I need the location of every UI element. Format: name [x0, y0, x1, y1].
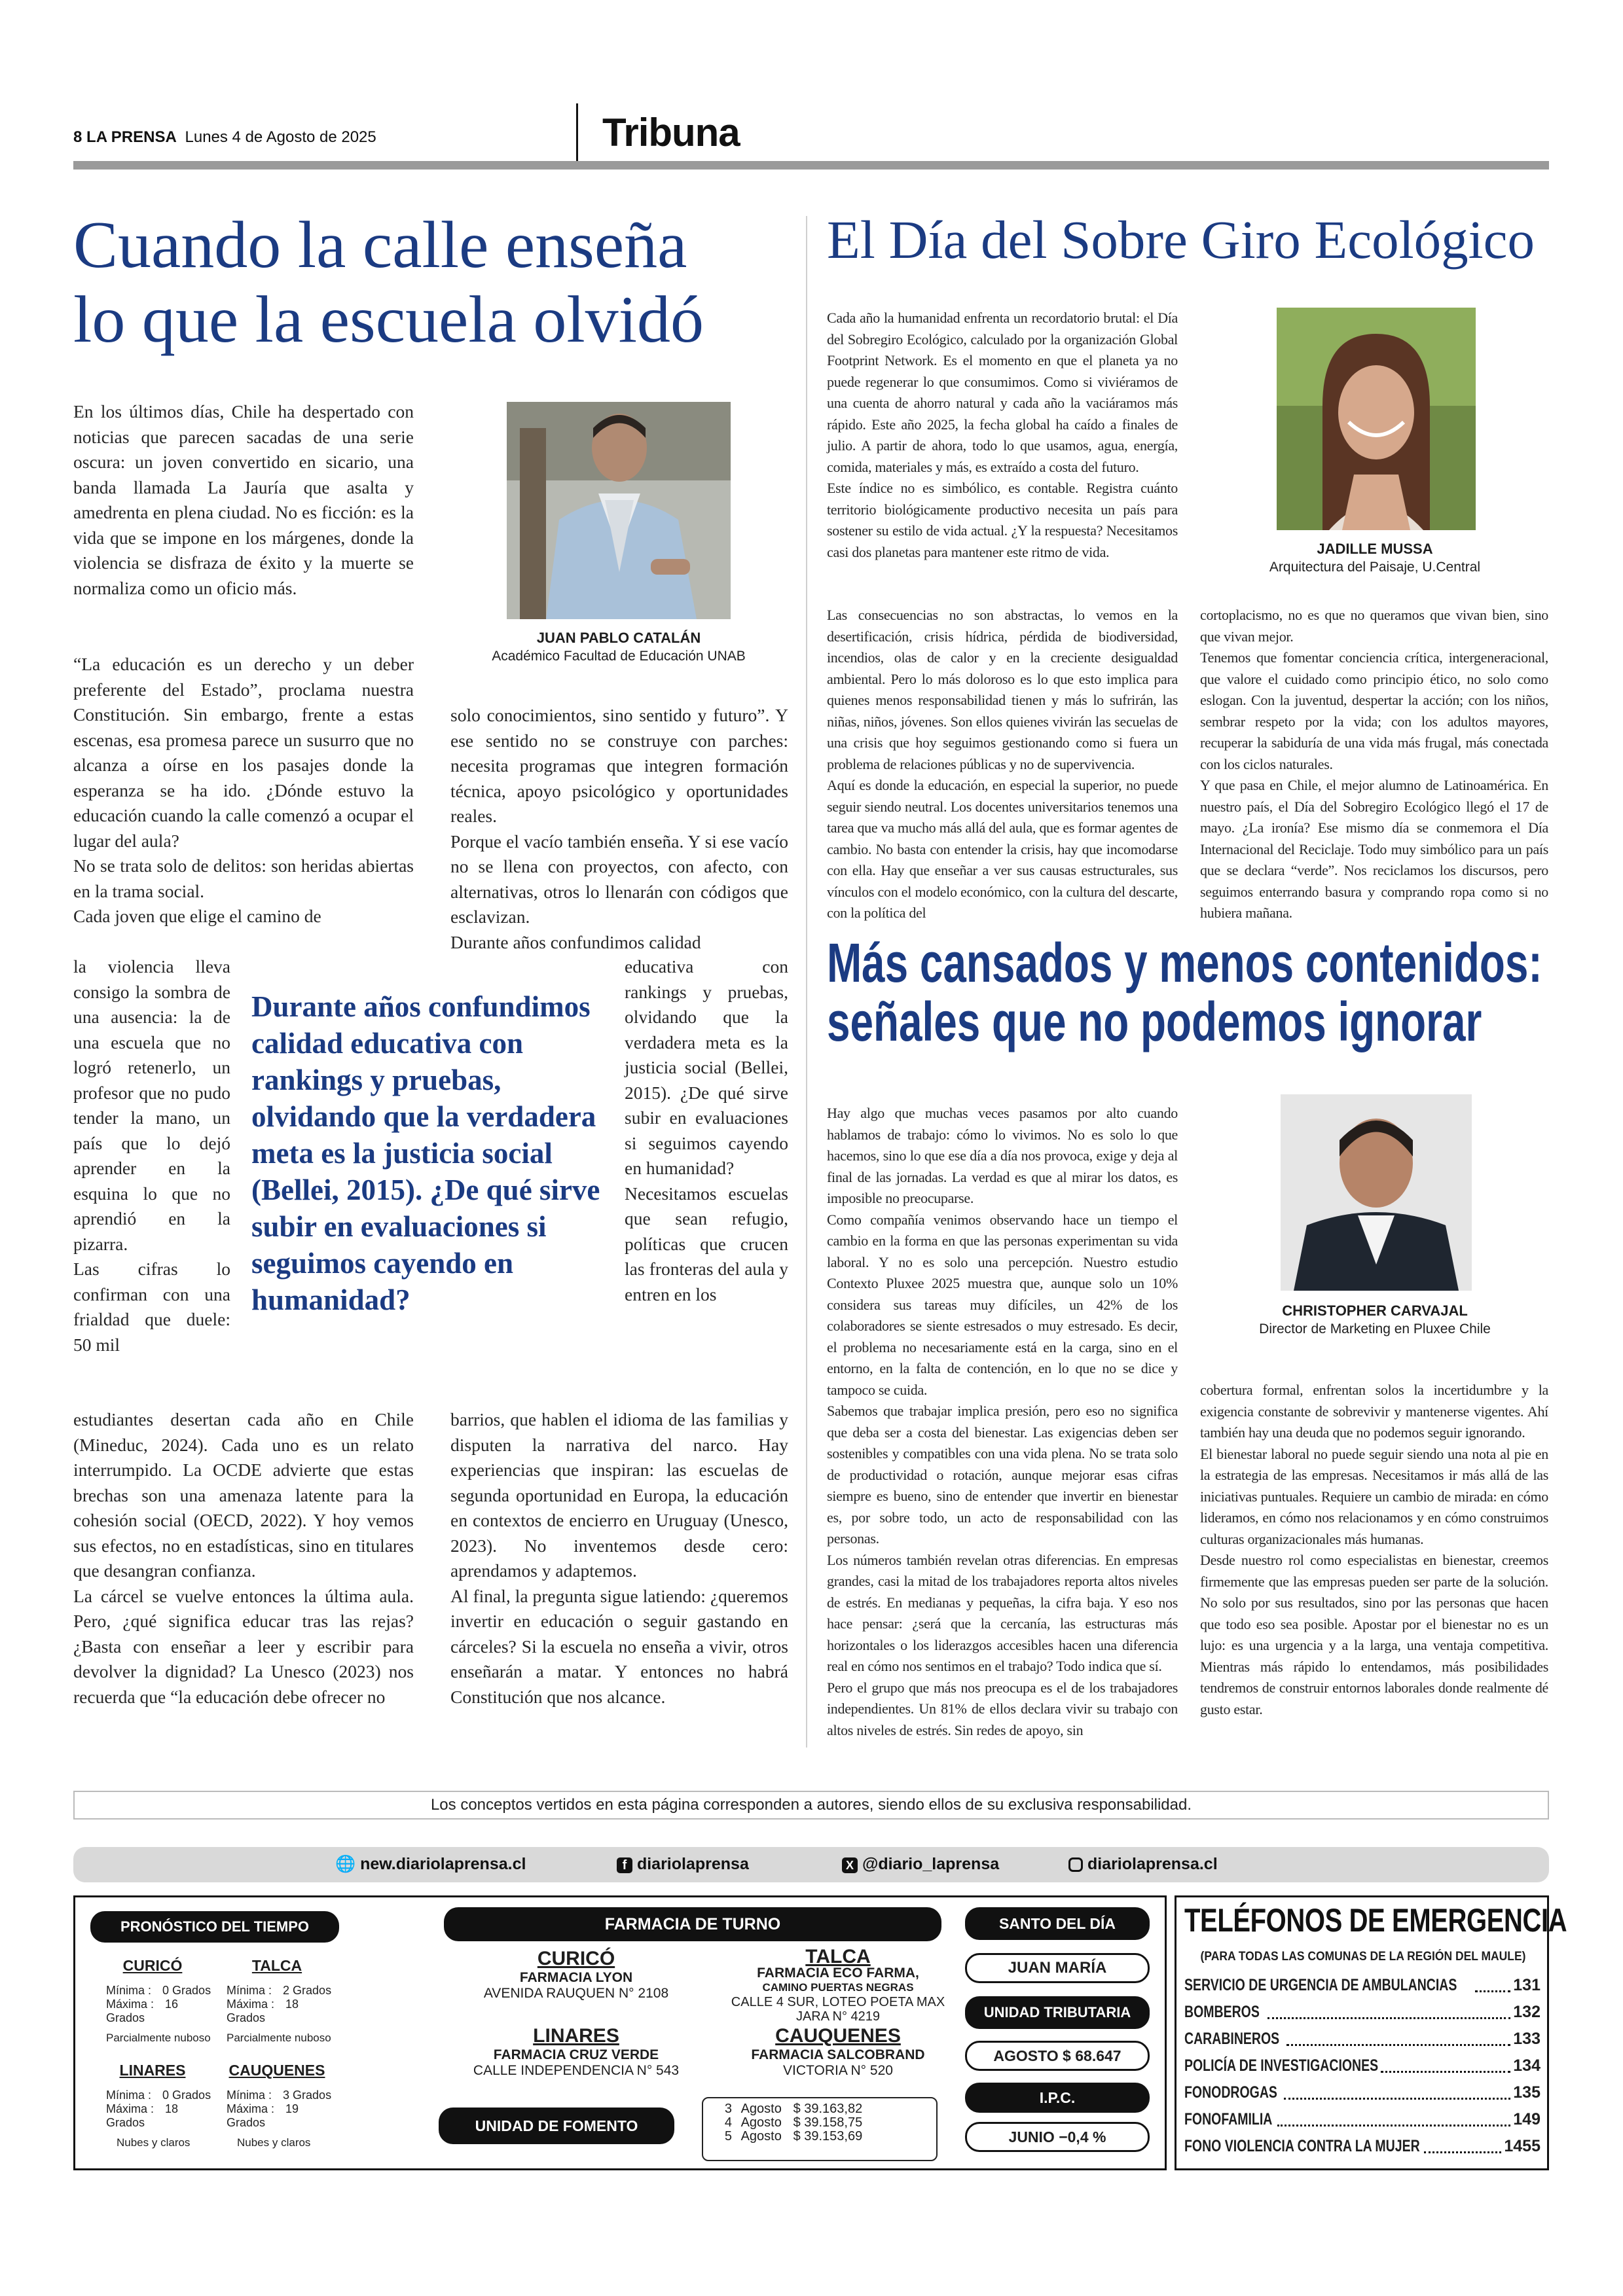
city-name: LINARES	[119, 2062, 186, 2079]
article1-title-line2: lo que la escuela olvidó	[73, 283, 704, 357]
paragraph: Porque el vacío también enseña. Y si ese vacío no se llena con proyectos, con afecto, con alternativas, otros lo llenarán con códigos que esclavizan.	[450, 831, 788, 927]
paragraph: El bienestar laboral no puede seguir siendo una nota al pie en la estrategia de las empresas. Necesitamos ir más allá de las iniciativas puntuales. Requiere un cambio de mirada: en cómo lideramos, en cómo nos relacionamos y en cómo construimos culturas organizacionales más humanas.	[1200, 1445, 1548, 1547]
pharmacy-address3: JARA N° 4219	[795, 2009, 881, 2024]
article2-col1-top	[827, 308, 1178, 563]
pull-quote-text: Durante años confundimos calidad educativa con rankings y pruebas, olvidando que la verdadera meta es la justicia social (Bellei, 2015). ¿De qué sirve subir en evaluaciones si seguimos cayendo en humanidad?	[251, 990, 600, 1316]
social-instagram[interactable]	[1068, 1855, 1218, 1874]
article1-col1-narrow	[73, 954, 230, 1357]
header-rule	[73, 161, 1549, 170]
emergency-number[interactable]: 133	[1513, 2030, 1541, 2048]
weather-cauquenes	[215, 2062, 339, 2149]
emergency-label: FONO VIOLENCIA CONTRA LA MUJER	[1184, 2137, 1420, 2155]
fomento-label: UNIDAD DE FOMENTO	[439, 2108, 674, 2144]
pull-quote	[251, 988, 605, 1318]
fomento-month: Agosto	[740, 2129, 782, 2144]
paragraph: Cada año la humanidad enfrenta un recordatorio brutal: el Día del Sobregiro Ecológico, calculado por la organización Global Footprint Network. Es el momento en que el planeta ya no puede regenerar lo que consumimos. Como si viviéramos de una cuenta de ahorro natural y cada año la vaciáramos más rápido. Este año 2025, la fecha global ha caído a finales de julio. A partir de ahora, todo lo que usamos, agua, energía, comida, materiales y más, es extraído a costa del futuro.	[827, 310, 1178, 475]
article2-title: El Día del Sobre Giro Ecológico	[827, 209, 1535, 270]
web-icon: 🌐	[335, 1855, 356, 1873]
instagram-icon	[1068, 1857, 1083, 1872]
social-web[interactable]	[335, 1855, 526, 1874]
fomento-day: 3	[724, 2102, 732, 2116]
social-instagram-text: diariolaprensa.cl	[1087, 1855, 1218, 1873]
article3-title-line1: Más cansados y menos contenidos:	[827, 932, 1542, 994]
pharmacy-name: FARMACIA ECO FARMA,	[757, 1965, 919, 1981]
emergency-title: TELÉFONOS DE EMERGENCIA	[1184, 1902, 1567, 1939]
city-name: CAUQUENES	[228, 2062, 325, 2079]
article2-col1-bottom	[827, 605, 1178, 924]
max-value: 18 Grados	[106, 2102, 179, 2129]
article3-title	[827, 933, 1554, 1051]
weather-max	[90, 2102, 215, 2130]
paragraph: Como compañía venimos observando hace un tiempo el cambio en la forma en que las personas experimentan su vida laboral. Y no es solo una percepción. Nuestro estudio Contexto Pluxee 2025 muestra que, aunque solo un 10% considera sus tareas muy difíciles, un 42% de los colaboradores se siente estresados o muy estresado. Es decir, el problema no necesariamente está en la carga, sino en el entorno, en la falta de contención, en lo que no se dice y tampoco se cuida.	[827, 1211, 1178, 1398]
pharmacy-city: TALCA	[805, 1946, 871, 1967]
column-divider	[806, 216, 807, 1748]
fomento-table	[702, 2097, 938, 2161]
utm-value: AGOSTO $ 68.647	[965, 2041, 1150, 2071]
weather-max	[90, 1998, 215, 2025]
article1-col1-mid	[73, 652, 414, 929]
author-photo-juan-pablo	[507, 402, 731, 619]
author-role-juan-pablo: Académico Facultad de Educación UNAB	[492, 649, 746, 664]
article3-title-line2: señales que no podemos ignorar	[827, 991, 1482, 1052]
utm-label: UNIDAD TRIBUTARIA	[965, 1996, 1150, 2029]
weather-condition: Nubes y claros	[117, 2136, 191, 2149]
paragraph: Aquí es donde la educación, en especial la superior, no puede seguir siendo neutral. Los docentes universitarios tenemos una tarea que va mucho más allá del aula, que es formar agentes de cambio. No basta con entender la crisis, hay que incomodarse con ella. Hay que enseñar a ver sus causas estructurales, sus vínculos con el modelo económico, con la cultura del descarte, con la política del	[827, 777, 1178, 921]
paragraph: Hay algo que muchas veces pasamos por alto cuando hablamos de trabajo: cómo lo vivimos. No es solo lo que hacemos, sino lo que ese día a día nos provoca, exige y deja al final de las jornadas. La verdad es que al mirar los datos, es imposible no preocuparse.	[827, 1105, 1178, 1206]
leader-dots	[1286, 2026, 1510, 2046]
paragraph: Necesitamos escuelas que sean refugio, políticas que crucen las fronteras del aula y entren en los	[625, 1183, 788, 1304]
ipc-label: I.P.C.	[965, 2083, 1150, 2113]
paragraph: Las consecuencias no son abstractas, lo vemos en la desertificación, crisis hídrica, pérdida de biodiversidad, incendios, olas de calor y en la creciente desigualdad ambiental. Pero lo más doloroso es lo que esto implica para quienes menos responsabilidad tienen y más lo sufrirán, las niñas, niños, jóvenes. Son ellos quienes vivirán las secuelas de una crisis que hoy seguimos gestionando como si fuera un problema de relaciones públicas y no de supervivencia.	[827, 607, 1178, 772]
article3-col2	[1200, 1380, 1548, 1720]
emergency-item	[1184, 1999, 1541, 2026]
paragraph: Y que pasa en Chile, el mejor alumno de Latinoamérica. En nuestro país, el Día del Sobregiro Ecológico llegó el 17 de mayo. ¿La ironía? Ese mismo día se conmemora el Día Internacional del Reciclaje. Todo muy simbólico para un país que se declara “verde”. Nos reciclamos los discursos, pero seguimos enterrando basura y comprando ropa como si no hubiera mañana.	[1200, 777, 1548, 921]
pharmacy-curico	[445, 1948, 707, 2001]
emergency-label: CARABINEROS	[1184, 2030, 1280, 2048]
weather-min	[215, 2089, 339, 2102]
weather-curico	[90, 1957, 215, 2045]
emergency-item	[1184, 2133, 1541, 2160]
pharmacy-name: FARMACIA SALCOBRAND	[751, 2047, 925, 2062]
emergency-item	[1184, 1972, 1541, 1999]
paragraph: Al final, la pregunta sigue latiendo: ¿queremos invertir en educación o seguir gastando en cárceles? Si la escuela no enseña a vivir, otros enseñarán a matar. Y entonces no habrá Constitución que nos alcance.	[450, 1585, 788, 1707]
pharmacy-city: CAUQUENES	[775, 2025, 901, 2047]
paragraph: barrios, que hablen el idioma de las familias y disputen la narrativa del narco. Hay experiencias que inspiran: las escuelas de segunda oportunidad en Europa, la educación en contextos de encierro en Uruguay (Unesco, 2023). No inventemos desde cero: aprendamos y adaptemos.	[450, 1409, 788, 1581]
max-label: Máxima :	[106, 1998, 155, 2011]
paragraph: Pero el grupo que más nos preocupa es el de los trabajadores independientes. Un 81% de ellos declara vivir su trabajo con altos niveles de estrés. Sin redes de apoyo, sin	[827, 1679, 1178, 1738]
pharmacy-linares	[445, 2025, 707, 2079]
article1-col2-bottom	[450, 1407, 788, 1710]
city-name: TALCA	[251, 1957, 302, 1974]
fomento-day: 4	[724, 2115, 732, 2130]
weather-condition: Parcialmente nuboso	[227, 2032, 331, 2044]
paragraph: Durante años confundimos calidad	[450, 931, 701, 952]
weather-panel	[90, 1950, 339, 2160]
emergency-number[interactable]: 134	[1513, 2056, 1541, 2075]
saint-value: JUAN MARÍA	[965, 1953, 1150, 1983]
paragraph: educativa con rankings y pruebas, olvidando que la verdadera meta es la justicia social (Bellei, 2015). ¿De qué sirve subir en evaluaciones si seguimos cayendo en humanidad?	[625, 956, 788, 1178]
leader-dots	[1284, 2079, 1510, 2100]
emergency-label: SERVICIO DE URGENCIA DE AMBULANCIAS	[1184, 1976, 1457, 1994]
paragraph: Las cifras lo confirman con una frialdad que duele: 50 mil	[73, 1259, 230, 1355]
pharmacy-address: AVENIDA RAUQUEN N° 2108	[483, 1986, 669, 2001]
article2-col2	[1200, 605, 1548, 924]
article1-title-line1: Cuando la calle enseña	[73, 208, 687, 282]
emergency-item	[1184, 2053, 1541, 2079]
paragraph: cortoplacismo, no es que no queramos que vivan bien, sino que vivan mejor.	[1200, 607, 1548, 645]
header-divider	[576, 103, 578, 166]
fomento-day: 5	[724, 2129, 732, 2144]
min-label: Mínima :	[106, 2089, 152, 2102]
min-value: 3 Grados	[283, 2089, 332, 2102]
paragraph: La cárcel se vuelve entonces la última aula. Pero, ¿qué significa educar tras las rejas? ¿Basta con enseñar a leer y escribir para devolver la dignidad? La Unesco (2023) nos recuerda que “la educación debe ofrecer no	[73, 1585, 414, 1707]
weather-title: PRONÓSTICO DEL TIEMPO	[90, 1911, 339, 1943]
city-name: CURICÓ	[122, 1957, 183, 1974]
pharmacy-name: FARMACIA CRUZ VERDE	[493, 2047, 659, 2062]
paragraph: la violencia lleva consigo la sombra de una ausencia: la de una escuela que no logró retenerlo, un profesor que no pudo tender la mano, un país que lo dejó aprender en la esquina lo que no aprendió en la pizarra.	[73, 956, 230, 1254]
paragraph: En los últimos días, Chile ha despertado con noticias que parecen sacadas de una serie oscura: un joven convertido en sicario, una banda llamada La Jauría que asalta y amedrenta en plena ciudad. No es ficción: es la vida que se impone en los márgenes, donde la violencia se disfraza de éxito y la muerte se normaliza como un oficio más.	[73, 401, 414, 598]
fomento-value: $ 39.153,69	[793, 2129, 863, 2144]
leader-dots	[1277, 2106, 1510, 2126]
disclaimer-box	[73, 1791, 1549, 1820]
saint-label: SANTO DEL DÍA	[965, 1907, 1150, 1940]
weather-min	[215, 1984, 339, 1998]
weather-max	[215, 2102, 339, 2130]
fomento-value: $ 39.163,82	[793, 2102, 863, 2116]
min-value: 2 Grados	[283, 1984, 332, 1997]
weather-min	[90, 2089, 215, 2102]
article1-col1-top	[73, 399, 414, 601]
leader-dots	[1267, 1999, 1510, 2019]
page-header	[73, 128, 376, 147]
fomento-row	[716, 2116, 923, 2130]
social-facebook-text: diariolaprensa	[636, 1855, 749, 1873]
min-label: Mínima :	[227, 2089, 272, 2102]
emergency-number[interactable]: 132	[1513, 2003, 1541, 2021]
paragraph: solo conocimientos, sino sentido y futuro”. Y ese sentido no se construye con parches: necesita programas que integren formación técnica, apoyo psicológico y oportunidades reales.	[450, 705, 788, 826]
social-web-text: new.diariolaprensa.cl	[360, 1855, 526, 1873]
leader-dots	[1475, 1972, 1510, 1992]
paragraph: Tenemos que fomentar conciencia crítica, intergeneracional, que valore el cuidado como principio ético, no solo como eslogan. Con la juventud, despertar la acción; con los niños, sembrar respeto por la vida; con los adultos mayores, recuperar la sabiduría de una vida más frugal, más conectada con los ciclos naturales.	[1200, 649, 1548, 772]
emergency-label: BOMBEROS	[1184, 2003, 1260, 2021]
disclaimer-text: Los conceptos vertidos en esta página corresponden a autores, siendo ellos de su exclusiva responsabilidad.	[430, 1796, 1192, 1814]
min-value: 0 Grados	[162, 2089, 211, 2102]
fomento-value: $ 39.158,75	[793, 2115, 863, 2130]
pharmacy-city: CURICÓ	[537, 1948, 615, 1969]
max-value: 19 Grados	[227, 2102, 299, 2129]
emergency-number[interactable]: 149	[1513, 2110, 1541, 2128]
weather-max	[215, 1998, 339, 2025]
article3-col1	[827, 1103, 1178, 1741]
ipc-value: JUNIO −0,4 %	[965, 2122, 1150, 2152]
article1-col1-bottom	[73, 1407, 414, 1710]
author-name-christopher: CHRISTOPHER CARVAJAL	[1282, 1302, 1468, 1319]
emergency-label: FONODROGAS	[1184, 2083, 1277, 2102]
social-facebook[interactable]	[617, 1855, 749, 1874]
emergency-subtitle: (PARA TODAS LAS COMUNAS DE LA REGIÓN DEL MAULE)	[1200, 1950, 1526, 1964]
leader-dots	[1424, 2133, 1501, 2153]
max-label: Máxima :	[106, 2102, 155, 2115]
paragraph: cobertura formal, enfrentan solos la incertidumbre y la exigencia constante de sobrevivir y mantenerse vigentes. Ahí también hay una deuda que no podemos seguir ignorando.	[1200, 1382, 1548, 1441]
emergency-list	[1184, 1972, 1541, 2160]
emergency-number[interactable]: 135	[1513, 2083, 1541, 2102]
issue-date: Lunes 4 de Agosto de 2025	[185, 128, 376, 146]
author-name-juan-pablo: JUAN PABLO CATALÁN	[536, 630, 701, 646]
max-value: 18 Grados	[227, 1998, 299, 2024]
author-name-jadille: JADILLE MUSSA	[1317, 541, 1433, 557]
min-label: Mínima :	[106, 1984, 152, 1997]
facebook-icon: f	[617, 1857, 632, 1873]
pharmacy-address2: CALLE 4 SUR, LOTEO POETA MAX	[731, 1995, 945, 2009]
leader-dots	[1381, 2053, 1511, 2073]
pharmacy-name: FARMACIA LYON	[519, 1970, 633, 1985]
paragraph: Sabemos que trabajar implica presión, pero eso no significa que deba ser a costa del bienestar. Las exigencias deben ser sostenibles y compatibles con una vida plena. No se trata solo de productividad o rotación, aunque mejorar esas cifras siempre es bueno, sino de entender que invertir en bienestar es, por sobre todo, un acto de responsabilidad con las personas.	[827, 1403, 1178, 1547]
paragraph: estudiantes desertan cada año en Chile (Mineduc, 2024). Cada uno es un relato interrumpido. La OCDE advierte que estas brechas son una amenaza latente para la cohesión social (OECD, 2022). Y hoy vemos sus efectos, no en estadísticas, sino en titulares que desangran confianza.	[73, 1409, 414, 1581]
author-role-jadille: Arquitectura del Paisaje, U.Central	[1269, 560, 1481, 575]
article1-col2-narrow	[625, 954, 788, 1307]
author-photo-jadille	[1277, 308, 1476, 530]
min-value: 0 Grados	[162, 1984, 211, 1997]
pharmacy-address: CALLE INDEPENDENCIA N° 543	[473, 2063, 680, 2078]
paragraph: No se trata solo de delitos: son heridas abiertas en la trama social.	[73, 855, 414, 901]
article1-title	[73, 208, 826, 357]
pharmacy-cauquenes	[720, 2025, 956, 2079]
pharmacy-city: LINARES	[533, 2025, 619, 2047]
emergency-box	[1175, 1895, 1567, 2170]
social-x[interactable]	[842, 1855, 999, 1874]
fomento-month: Agosto	[740, 2115, 782, 2130]
social-bar	[73, 1847, 1549, 1882]
section-name: Tribuna	[602, 111, 740, 154]
emergency-label: FONOFAMILIA	[1184, 2110, 1273, 2128]
paragraph: Los números también revelan otras diferencias. En empresas grandes, casi la mitad de los trabajadores reporta altos niveles de estrés. En medianas y pequeñas, la cifra baja. Y eso nos hace pensar: ¿será que la cercanía, las estructuras más horizontales o los liderazgos accesibles hacen una diferencia real en cómo nos sentimos en el trabajo? Todo indica que sí.	[827, 1551, 1178, 1674]
emergency-item	[1184, 2079, 1541, 2106]
pharmacy-talca	[720, 1948, 956, 2024]
x-icon: X	[842, 1857, 858, 1873]
pharmacy-address: CAMINO PUERTAS NEGRAS	[762, 1981, 914, 1994]
author-role-christopher: Director de Marketing en Pluxee Chile	[1259, 1321, 1491, 1336]
emergency-label: POLICÍA DE INVESTIGACIONES	[1184, 2056, 1379, 2075]
paragraph: Este índice no es simbólico, es contable. Registra cuánto territorio biológicamente productivo necesita un país para sostener su estilo de vida actual. ¿Y la respuesta? Necesitamos casi dos planetas para mantener este ritmo de vida.	[827, 480, 1178, 560]
weather-condition: Nubes y claros	[237, 2136, 311, 2149]
emergency-item	[1184, 2026, 1541, 2053]
max-label: Máxima :	[227, 2102, 275, 2115]
page-number: 8	[73, 128, 82, 146]
max-label: Máxima :	[227, 1998, 275, 2011]
author-photo-christopher	[1281, 1094, 1472, 1291]
paragraph: Cada joven que elige el camino de	[73, 906, 321, 926]
weather-condition: Parcialmente nuboso	[106, 2032, 211, 2044]
pharmacy-address: VICTORIA N° 520	[783, 2063, 893, 2078]
max-value: 16 Grados	[106, 1998, 179, 2024]
paragraph: “La educación es un derecho y un deber preferente del Estado”, proclama nuestra Constitución. Sin embargo, frente a estas escenas, esa promesa parece un susurro que no alcanza a oírse en los pasajes donde la esperanza se ha ido. ¿Dónde estuvo la educación cuando la calle comenzó a ocupar el lugar del aula?	[73, 654, 414, 851]
weather-min	[90, 1984, 215, 1998]
weather-linares	[90, 2062, 215, 2149]
emergency-item	[1184, 2106, 1541, 2133]
fomento-row	[716, 2130, 923, 2144]
article1-col2-top	[450, 703, 788, 955]
paragraph: Desde nuestro rol como especialistas en bienestar, creemos firmemente que las empresas pueden ser parte de la solución. No solo por sus resultados, sino por las personas que hacen que todo eso sea posible. Apostar por el bienestar no es un lujo: es una urgencia y a la larga, una ventaja competitiva. Mientras más rápido lo entendamos, más posibilidades tendremos de construir entornos laborales donde realmente dé gusto estar.	[1200, 1552, 1548, 1717]
weather-talca	[215, 1957, 339, 2045]
pharmacy-title: FARMACIA DE TURNO	[444, 1907, 941, 1941]
emergency-number[interactable]: 1455	[1504, 2137, 1541, 2155]
min-label: Mínima :	[227, 1984, 272, 1997]
social-x-text: @diario_laprensa	[862, 1855, 1000, 1873]
newspaper-name: LA PRENSA	[86, 128, 177, 146]
emergency-number[interactable]: 131	[1513, 1976, 1541, 1994]
fomento-month: Agosto	[740, 2102, 782, 2116]
fomento-row	[716, 2102, 923, 2116]
